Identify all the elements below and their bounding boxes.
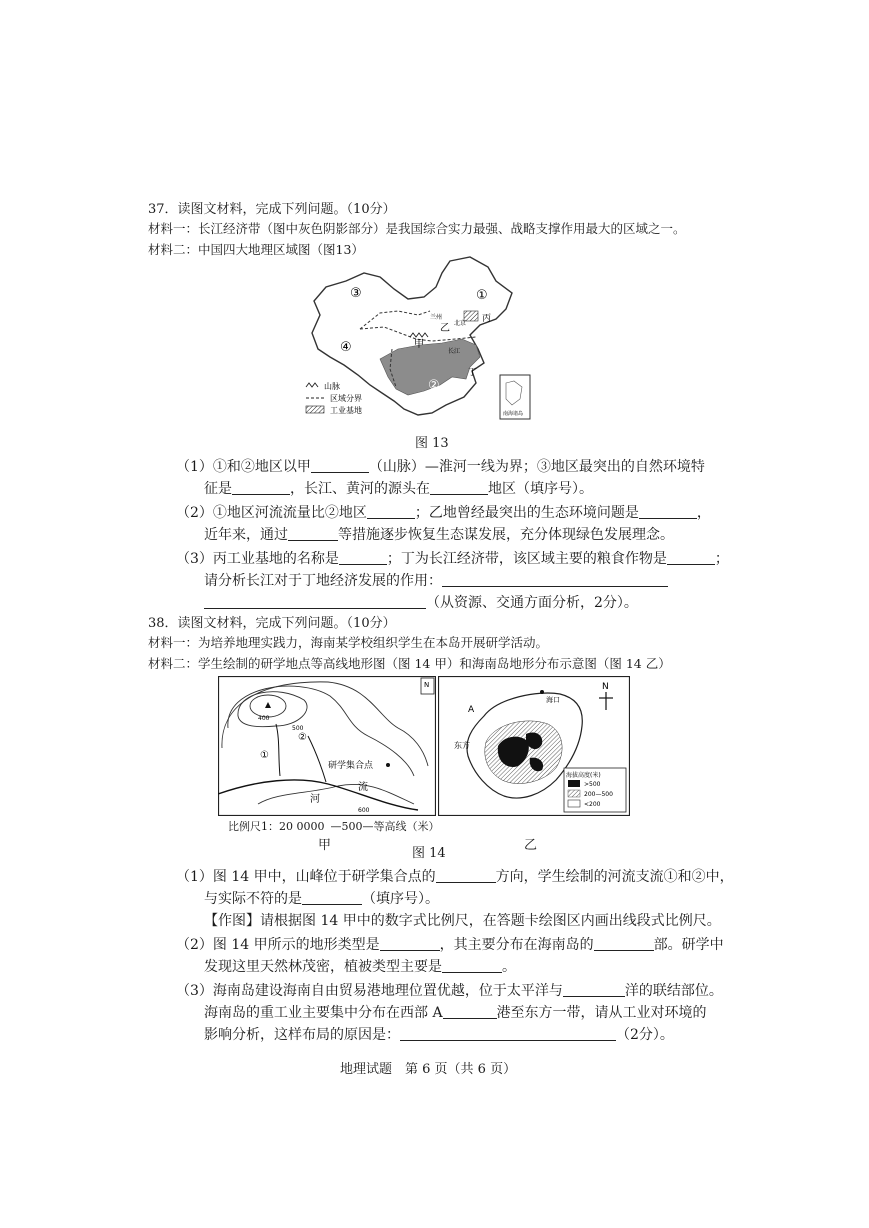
q37-1-blank-a[interactable] [311,458,369,473]
label-lanzhou: 兰州 [430,314,443,321]
industrial-base [464,311,478,321]
q37-2-blank-b[interactable] [639,504,697,519]
q37-material1: 材料一：长江经济带（图中灰色阴影部分）是我国综合实力最强、战略支撑作用最大的区域之一。 [148,221,686,236]
map-jia-label: 甲 [318,838,332,853]
q38-header: 38．读图文材料，完成下列问题。（10分） [148,616,396,631]
legend-low: <200 [584,801,601,808]
hainan-point-dongfang: 东方 [454,741,470,750]
q38-3-blank-b[interactable] [443,1004,497,1019]
q37-material2: 材料二：中国四大地理区域图（图13） [148,242,364,257]
legend-industrial: 工业基地 [330,406,362,415]
boundary-northwest [360,311,430,329]
q38-1-line2: 与实际不符的是 （填序号）。 [204,891,439,907]
q37-2-blank-c[interactable] [288,526,338,541]
q37-1-line2: 征是 ，长江、黄河的源头在 地区（填序号）。 [204,481,593,497]
region-3-label: ③ [350,286,362,301]
q37-3-line2: 请分析长江对于丁地经济发展的作用： [204,570,668,590]
q37-1-blank-b[interactable] [232,480,290,495]
china-regions-map [300,253,540,425]
contour-label-400: 400 [258,715,270,722]
q38-2-line2: 发现这里天然林茂密，植被类型主要是 。 [204,959,516,975]
region-2-label: ② [428,378,440,393]
q38-material1: 材料一：为培养地理实践力，海南某学校组织学生在本岛开展研学活动。 [148,635,549,650]
contour-label-600: 600 [358,807,370,814]
legend-boundary: 区域分界 [330,394,362,403]
study-point-marker [386,763,390,767]
label-beijing: 北京 [454,320,467,327]
study-point-label: 研学集合点 [328,761,374,771]
contour-scale-legend: 比例尺1：20 0000 —500—等高线（米） [228,820,440,833]
hainan-point-a: A [468,705,475,715]
mountain-symbol [410,333,428,337]
q38-1-blank-a[interactable] [436,868,496,883]
q37-2-line2: 近年来，通过 等措施逐步恢复生态谋发展，充分体现绿色发展理念。 [204,527,674,543]
q37-1-blank-c[interactable] [430,480,488,495]
river-label-he: 河 [310,794,320,805]
q38-3-line1: （3）海南岛建设海南自由贸易港地理位置优越，位于太平洋与 洋的联结部位。 [176,983,723,999]
q37-2-blank-a[interactable] [367,504,415,519]
q38-3-blank-a[interactable] [563,982,625,997]
legend-mountain: 山脉 [324,382,340,391]
q37-header: 37．读图文材料，完成下列问题。（10分） [148,202,396,217]
figure-14-caption: 图 14 [412,846,446,861]
q38-material2: 材料二：学生绘制的研学地点等高线地形图（图 14 甲）和海南岛地形分布示意图（图 14 乙） [148,656,671,671]
label-bing: 丙 [482,314,492,324]
label-changjiang: 长江 [448,348,461,355]
q38-1-drawing-task: 【作图】请根据图 14 甲中的数字式比例尺，在答题卡绘图区内画出线段式比例尺。 [204,913,721,929]
hainan-legend-title: 海拔高度(米) [566,772,601,779]
hainan-north: N [602,682,609,692]
inset-label: 南海诸岛 [503,411,524,417]
q38-3-blank-c[interactable] [400,1026,616,1041]
q37-3-blank-a[interactable] [339,550,387,565]
branch-2-label: ② [298,732,307,743]
q38-1-line1: （1）图 14 甲中，山峰位于研学集合点的 方向，学生绘制的河流支流①和②中， [176,869,734,885]
q37-1-line1: （1）①和②地区以甲 （山脉）—淮河一线为界；③地区最突出的自然环境特 [176,459,705,475]
contour-map-jia [218,676,436,816]
q37-3-blank-d[interactable] [204,594,426,609]
q38-2-blank-a[interactable] [380,936,440,951]
q37-3-blank-c[interactable] [442,572,668,587]
q38-3-line3: 影响分析，这样布局的原因是： （2分）。 [204,1027,674,1043]
legend-mid: 200—500 [584,791,613,798]
q38-2-line1: （2）图 14 甲所示的地形类型是 ，其主要分布在海南岛的 部。研学中 [176,937,724,953]
contour-north: N [424,681,430,689]
q38-2-blank-b[interactable] [594,936,654,951]
branch-1-label: ① [260,750,269,761]
q38-2-blank-c[interactable] [442,958,502,973]
river-label-liu: 流 [358,782,368,793]
legend-high: >500 [584,781,601,788]
label-yi: 乙 [440,323,450,334]
q37-2-line1: （2）①地区河流流量比②地区 ；乙地曾经最突出的生态环境问题是 ， [176,505,711,521]
region-4-label: ④ [340,340,352,355]
q37-3-line3: （从资源、交通方面分析，2分）。 [204,592,638,612]
q37-3-blank-b[interactable] [667,550,715,565]
label-ding: 丁 [468,368,478,378]
q38-1-blank-b[interactable] [302,890,362,905]
label-jia: 甲 [414,339,424,350]
hainan-point-haikou: 海口 [546,696,560,704]
region-1-label: ① [476,288,488,303]
map-yi-label: 乙 [524,838,538,853]
figure-13-caption: 图 13 [415,436,449,451]
contour-label-500: 500 [292,725,304,732]
hainan-map-yi [438,676,630,816]
q37-3-line1: （3）丙工业基地的名称是 ；丁为长江经济带，该区域主要的粮食作物是 ； [176,551,729,567]
page-footer: 地理试题 第 6 页（共 6 页） [340,1062,517,1077]
q38-3-line2: 海南岛的重工业主要集中分布在西部 A 港至东方一带，请从工业对环境的 [204,1005,707,1021]
